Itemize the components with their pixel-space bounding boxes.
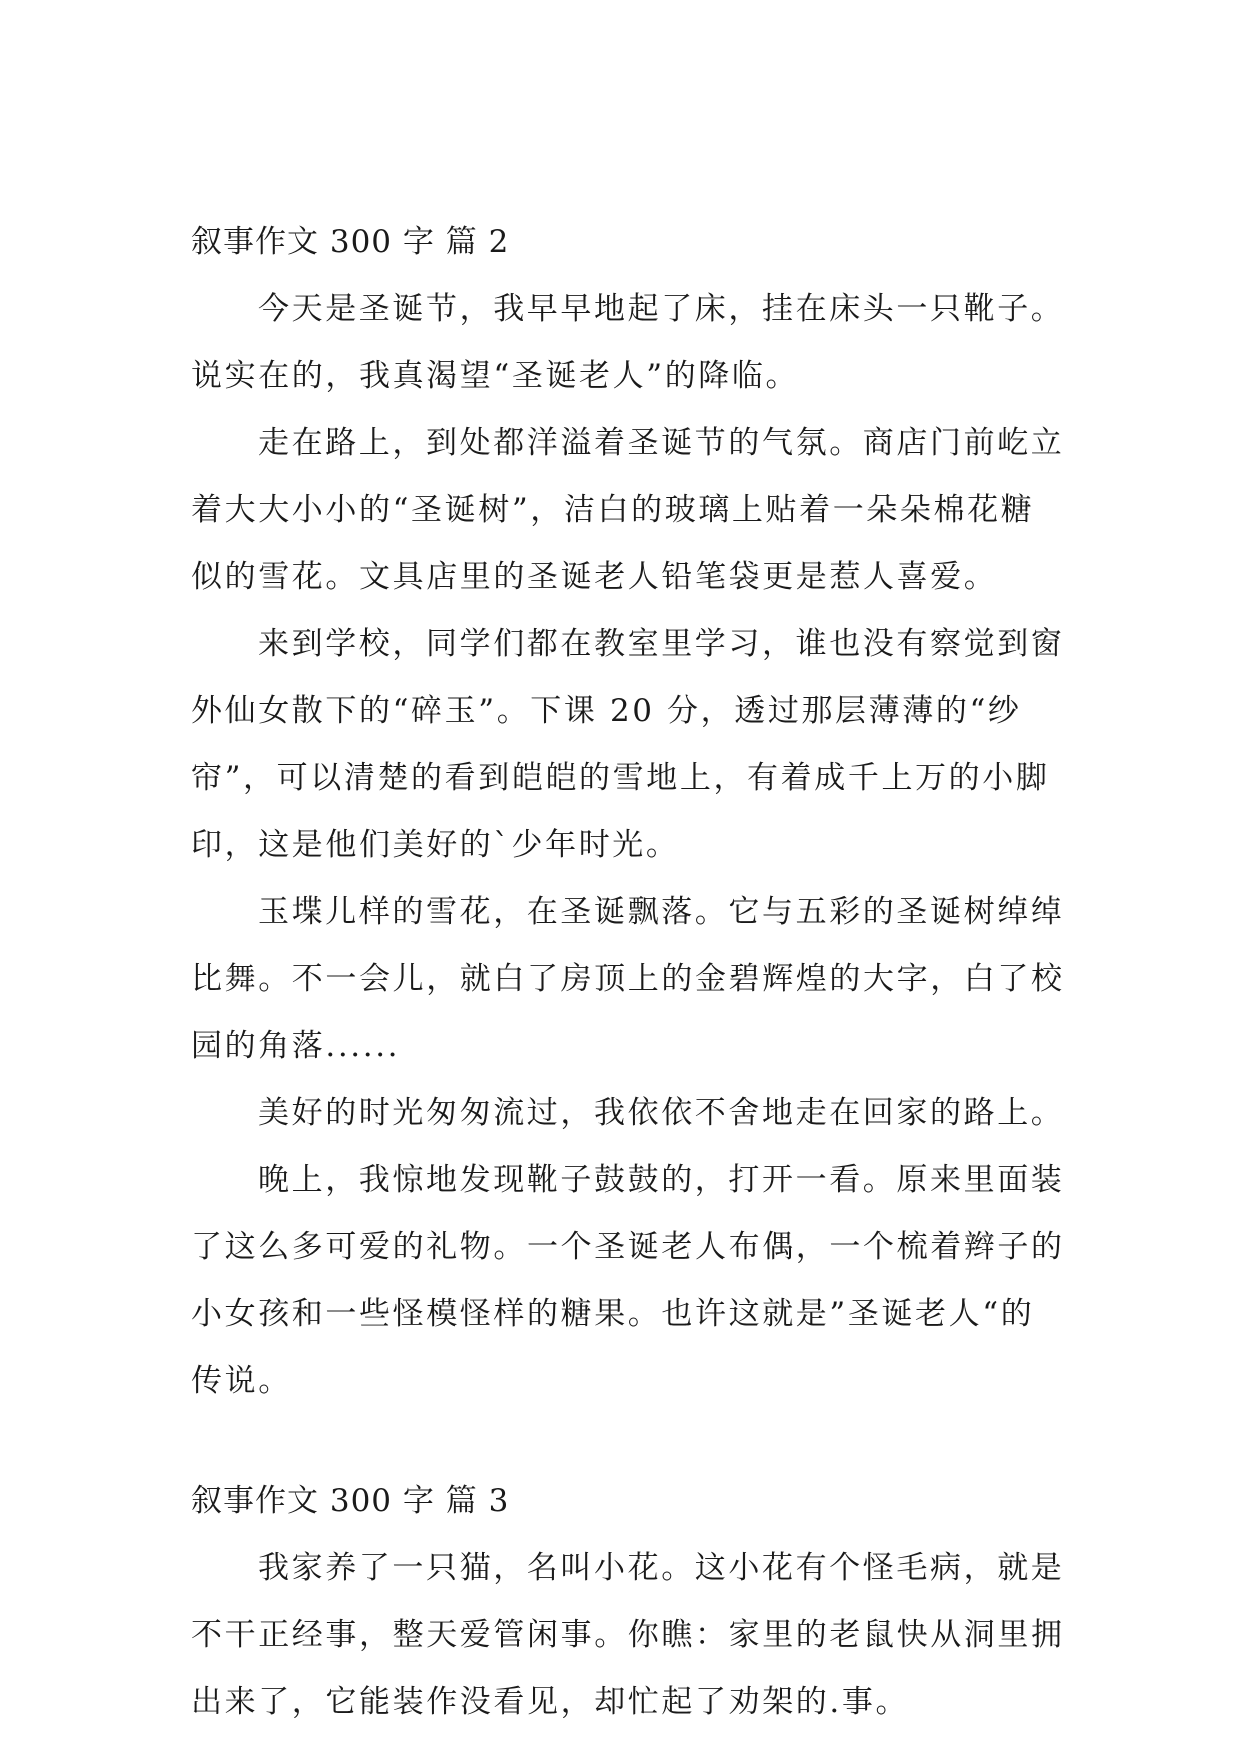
paragraph-line: 美好的时光匆匆流过，我依依不舍地走在回家的路上。 — [258, 1095, 1065, 1131]
paragraph-line: 印，这是他们美好的`少年时光。 — [191, 827, 680, 863]
paragraph-line: 走在路上，到处都洋溢着圣诞节的气氛。商店门前屹立 — [258, 425, 1065, 461]
paragraph-line: 帘”，可以清楚的看到皑皑的雪地上，有着成千上万的小脚 — [191, 760, 1050, 796]
paragraph-line: 晚上，我惊地发现靴子鼓鼓的，打开一看。原来里面装 — [258, 1162, 1065, 1198]
paragraph-line: 出来了，它能装作没看见，却忙起了劝架的.事。 — [191, 1684, 910, 1720]
paragraph-line: 来到学校，同学们都在教室里学习，谁也没有察觉到窗 — [258, 626, 1065, 662]
paragraph-line: 似的雪花。文具店里的圣诞老人铅笔袋更是惹人喜爱。 — [191, 559, 998, 595]
paragraph-line: 不干正经事，整天爱管闲事。你瞧：家里的老鼠快从洞里拥 — [191, 1617, 1065, 1653]
paragraph-line: 着大大小小的“圣诞树”，洁白的玻璃上贴着一朵朵棉花糖 — [191, 492, 1035, 528]
paragraph-line: 了这么多可爱的礼物。一个圣诞老人布偶，一个梳着辫子的 — [191, 1229, 1065, 1265]
paragraph-line: 传说。 — [191, 1363, 292, 1399]
section-title: 叙事作文 300 字 篇 3 — [191, 1483, 510, 1519]
paragraph-line: 我家养了一只猫，名叫小花。这小花有个怪毛病，就是 — [258, 1550, 1065, 1586]
paragraph-line: 玉堞儿样的雪花，在圣诞飘落。它与五彩的圣诞树绰绰 — [258, 894, 1065, 930]
paragraph-line: 比舞。不一会儿，就白了房顶上的金碧辉煌的大字，白了校 — [191, 961, 1065, 997]
paragraph-line: 说实在的，我真渴望“圣诞老人”的降临。 — [191, 358, 800, 394]
paragraph-line: 今天是圣诞节，我早早地起了床，挂在床头一只靴子。 — [258, 291, 1065, 327]
paragraph-line: 外仙女散下的“碎玉”。下课 20 分，透过那层薄薄的“纱 — [191, 693, 1022, 729]
section-title: 叙事作文 300 字 篇 2 — [191, 224, 510, 260]
paragraph-line: 小女孩和一些怪模怪样的糖果。也许这就是”圣诞老人“的 — [191, 1296, 1035, 1332]
paragraph-line: 园的角落...... — [191, 1028, 401, 1064]
